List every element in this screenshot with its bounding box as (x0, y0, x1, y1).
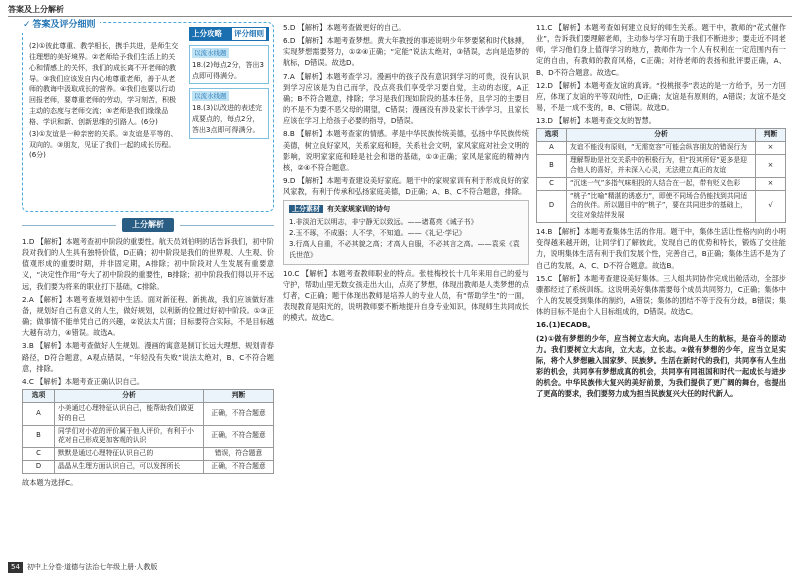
question-explanation: 5.D 【解析】本题考查做更好的自己。 (283, 23, 406, 32)
question-explanation: 13.D 【解析】本题考查交友的智慧。 (536, 116, 656, 126)
material-line: 3.行高人自重，不必其貌之高；才高人自服，不必其言之高。——袁采《袁氏世范》 (289, 239, 520, 259)
answer-para: (3)①友谊是一种亲密的关系。②友谊是平等的、双向的。③朋友，见证了我们一起的成长历程。(6分) (29, 129, 178, 160)
table-row: A 友谊不能没有原则，“无需宽容”可能会纵容朋友的错误行为 × (537, 142, 786, 155)
header-divider (8, 16, 792, 17)
page-footer (8, 562, 157, 573)
tip-card (189, 88, 269, 139)
table-header: 判断 (756, 129, 786, 142)
question-explanation: 故本题为选择C。 (22, 477, 78, 487)
check-icon: ✓ (23, 20, 31, 30)
tips-header: 上分攻略 评分细则 (189, 27, 269, 41)
material-heading: 上分素材 有关家规家训的诗句 (289, 204, 523, 215)
section-label: 上分解析 (122, 218, 174, 232)
answer-box-title: ✓ 答案及评分细则 (19, 19, 100, 33)
material-line: 1.非淡泊无以明志，非宁静无以致远。——诸葛亮《诫子书》 (289, 218, 478, 227)
tips-panel (189, 27, 269, 139)
table-header: 分析 (55, 390, 204, 403)
question-explanation: 12.D 【解析】本题考查友谊的真谛。“投桃报李”表达的是一方给予，另一方回应，体现了友谊的平等双向性，D正确；友谊是有原则的，A错误；友谊不是交易，不是一成不变的，B、C错误。故选D。 (536, 80, 786, 113)
answer-box (22, 22, 274, 212)
question-explanation: 1.D 【解析】本题考查初中阶段的重要性。航天员刘伯明的话告诉我们，初中阶段对我们的人生具有独特价值，D正确；初中阶段是我们的世界观、人生观、价值观形成的重要时期，并非固定期，A排除；初中阶段对人生发展有重要意义，“决定性作用”夸大了初中阶段的重要性，B排除；初中阶段我们得以开不远远，我们要为将来的职业打下基础，C排除。 (22, 237, 274, 291)
table-header: 选项 (537, 129, 567, 142)
tip-tag: 以流水线题 (194, 48, 227, 57)
tip-text: 18.(2)每点2分，答出3点即可得满分。 (192, 60, 264, 80)
table-row: D “桃子”比喻“精湛的诱惑力”，即使不同场合仍能找到共同适合的伙伴。所以题目中的“桃子”，要在共同进步的基础上，交往对象结伴发展 √ (537, 190, 786, 223)
question-explanation: 9.D 【解析】本题考查建设美好家庭。题干中的家规家训有利于形成良好的家风家教，有利于传承和弘扬家庭美德，D正确；A、B、C不符合题意，排除。 (283, 176, 529, 197)
question-explanation: 7.A 【解析】本题考查学习。漫画中的孩子没有意识到学习的可贵，没有认识到学习应该是为自己而学，没点亮我们享受学习要自觉，主动的态度，A正确；B不符合题意，排除；学习是我们现如阶段的基本任务，且学习的主要目的不是不为要不恶父母的期望，C错误；漫画没有涉及家长干涉学习，且家长应该在学习上给孩子必要的指导，D错误。 (283, 71, 529, 126)
question-explanation: 11.C 【解析】本题考查如何建立良好的师生关系。题干中，教师的“花式催作业”，告诉我们要理解老师，主动参与学习有助于我们不断进步；要走近不同老师，学习他们身上值得学习的地方，教师作为一个人有权利在一定范围内有一定的自由，有教师的教育风格，C正确；对待老师的表扬和批评要正确，A、B、D不符合题意。故选C。 (536, 23, 786, 77)
column-right (536, 22, 786, 402)
column-middle (283, 22, 529, 325)
footer-text: 初中上分卷·道德与法治七年级上册·人教版 (26, 563, 158, 572)
tip-text: 18.(3)以改进的表述完成要点的，每点2分，答出3点即可得满分。 (192, 104, 263, 135)
analysis-table (536, 128, 786, 223)
table-header: 判断 (204, 390, 274, 403)
table-row: D 晶晶从生理方面认识自己，可以发挥所长 正确，不符合题意 (23, 461, 274, 474)
table-header: 选项 (23, 390, 55, 403)
question-explanation: 15.C 【解析】本题考查建设美好集体。三人组共同协作完成出舱活动，全部步骤都经过了系统训练。这说明美好集体需要每个成员共同努力，C正确；集体中个人的发展受到集体的制约，A错误；集体的团结不等于没有分歧，B错误；集体的目标不是由个人目标组成的，D错误。故选C。 (536, 273, 786, 317)
question-explanation: 8.B 【解析】本题考查家的情感。孝是中华民族传统美德，弘扬中华民族传统美德，树立良好家风，关系家庭和睦，关系社会文明，家风家庭对社会文明的影响，说明家家庭和睦是社会和谐的基础，①③正确；家风是家庭的精神内核，②④不符合题意。 (283, 129, 529, 172)
question-explanation: 10.C 【解析】本题考查教师职业的特点。张桂梅校长十几年来用自己的爱与守护，帮助山里无数女孩走出大山，点亮了梦想，体现出教师是人类梦想的点灯者，C正确；题干体现出教师是培养人的专业人员，有“帮助学生”的一面，表现教育是阳光的，说明教师要不断地提升自身专业知识，体现师生共同成长的模式。故选C。 (283, 268, 529, 323)
table-row: B 理解帮助是社交关系中的积极行为，但“投其所好”更多是迎合他人的喜好，并未深入心灵，无法建立真正的友谊 × (537, 155, 786, 178)
answer-body (29, 41, 179, 161)
question-explanation: 14.B 【解析】本题考查集体生活的作用。题干中，集体生活让性格内向的小明变得越来越开朗，让同学们了解彼此，发现自己的优势和特长，锻炼了交往能力，说明集体生活有利于我们发展个性，完善自己，B正确；集体生活不是为了自己的发展，A、C、D不符合题意。故选B。 (536, 227, 786, 270)
material-box (283, 200, 529, 264)
page-header: 答案及上分解析 (8, 5, 64, 14)
analysis-table (22, 389, 274, 474)
tip-tag: 以流水线题 (194, 92, 227, 101)
question-explanation: 6.D 【解析】本题考查梦想。黄大年教授的事迹说明少年梦要紧和时代脉搏，实现梦想需要努力，①②④正确；“定能”说法太绝对，③错误，志向是造梦的航标，D错误。故选D。 (283, 36, 529, 68)
column-left (22, 22, 274, 490)
tip-card (189, 45, 269, 85)
table-row: A 小美通过心理特征认识自己，能帮助我们做更好的自己 正确，不符合题意 (23, 402, 274, 425)
table-row: C 默默是通过心理特征认识自己的 错误，符合题意 (23, 448, 274, 461)
answer-para: (2)①彼此尊重、教学相长，携手共进，是师生交往理想的美好境界。②老师给予我们生活上的关心和情感上的关怀，我们的成长离不开老师的教导。③我们应该发自内心地尊重老师，善于从老师的教诲中汲取成长的营养。④我们也要以行动回报老师，要尊重老师的劳动，学习刻苦，积极主动的态度与老师交流；⑤老师是我们缘缘品格、学识和新、创新思维的引路人。(6分) (29, 42, 179, 126)
material-line: 2.玉不琢，不成器；人不学，不知道。——《礼记·学记》 (289, 229, 466, 238)
page-number: 54 (8, 562, 23, 573)
question-explanation: 2.A 【解析】本题考查规划初中生活。面对新征程、新挑战，我们应该做好准备，规划好自己有意义的人生，做好规划，以利新的位置过好初中阶段。①③正确；做事情不能单凭自己的兴趣，②说法太片面；目标要符合实际，不是目标越大越有动力，④错误。故选A。 (22, 294, 274, 338)
question-explanation: (2)①做有梦想的少年，应当树立志大向。志向是人生的航标，是奋斗的原动力。我们要树立大志向，立大志，立长志。②做有梦想的少年，应当立足实际，将个人梦想融入国家梦、民族梦。生活在新时代的我们，共同享有人生出彩的机会，共同享有梦想成真的机会，共同享有同祖国和时代一起成长与进步的机会。中华民族伟大复兴的美好前景，为我们提供了更广阔的舞台，也提出了更高的要求，我们要努力成为担当民族复兴大任的时代新人。 (536, 333, 786, 399)
section-heading (22, 218, 274, 232)
table-row: C “沉迷一气”多指气味相投的人结合在一起，带有贬义色彩 × (537, 177, 786, 190)
question-explanation: 16.(1)ECADB。 (536, 320, 595, 330)
question-explanation: 3.B 【解析】本题考查做好人生规划。漫画的寓意是制订长远大理想、规划青春路径，D符合题意，A观点错误，“年轻没有失败”说法太绝对，B、C不符合题意，排除。 (22, 341, 274, 373)
table-header: 分析 (567, 129, 756, 142)
question-explanation: 4.C 【解析】本题考查正确认识自己。 (22, 376, 144, 386)
table-row: B 同学们对小花的评价属于他人评价，有利于小花对自己形成更加客观的认识 正确，不符合题意 (23, 425, 274, 448)
